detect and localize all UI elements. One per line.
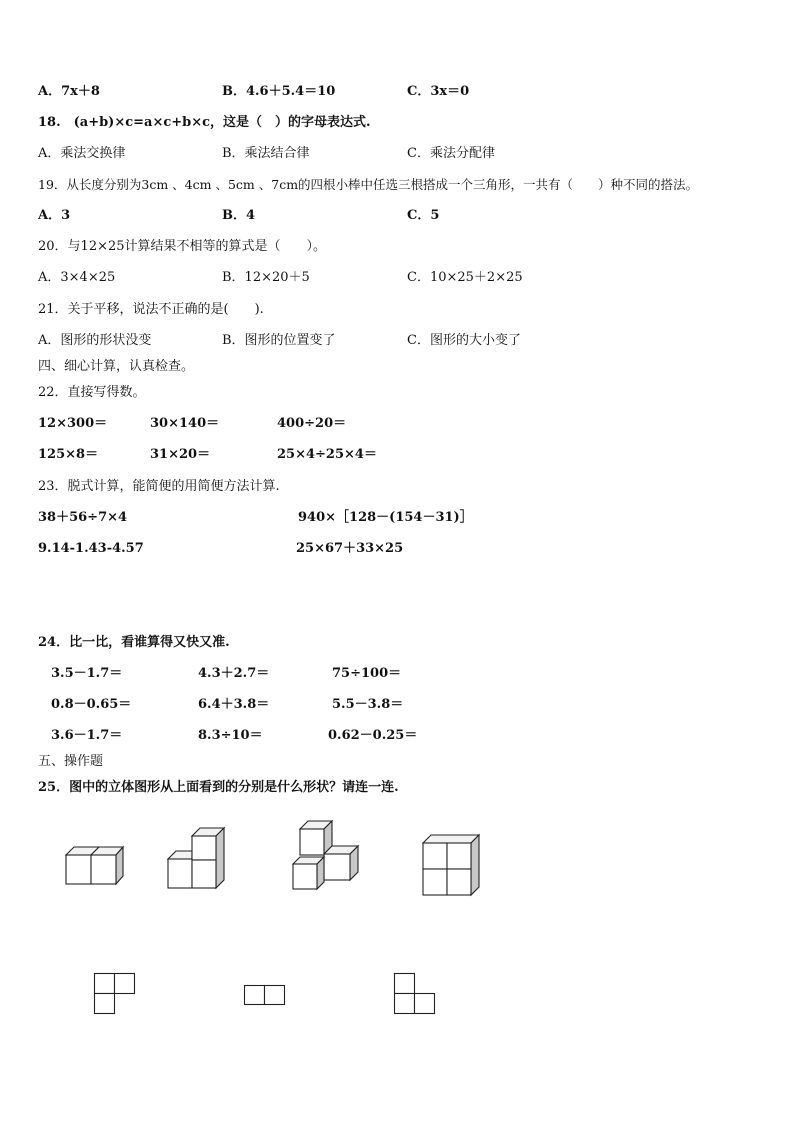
q24-item: 3.6－1.7＝ [51,728,123,743]
q21-option-c: C．图形的大小变了 [407,333,521,348]
solid-figure-1 [60,840,130,890]
solid-figure-2 [162,826,232,892]
q17-option-a: A．7x＋8 [38,84,100,99]
q19-stem: 19．从长度分别为3cm 、4cm 、5cm 、7cm的四根小棒中任选三根搭成一个三角形，一共有（ ）种不同的搭法。 [38,177,699,192]
section-5-heading: 五、操作题 [38,754,104,769]
q24-item: 8.3÷10＝ [198,728,263,743]
q24-item: 0.8－0.65＝ [51,697,132,712]
q20-option-c: C．10×25＋2×25 [407,270,523,285]
solid-figure-4 [418,830,488,900]
q22-item: 31×20＝ [150,447,211,462]
q19-option-a: A．3 [38,208,71,223]
q20-stem: 20．与12×25计算结果不相等的算式是（ ）。 [38,239,327,254]
q19-option-b: B．4 [222,208,256,223]
top-view-1 [93,972,137,1016]
q22-stem: 22．直接写得数。 [38,385,146,400]
q23-item: 940×［128－(154－31)］ [298,510,473,525]
q18-option-c: C．乘法分配律 [407,146,495,161]
q23-stem: 23．脱式计算，能简便的用简便方法计算. [38,479,280,494]
q21-option-a: A．图形的形状没变 [38,333,152,348]
q24-item: 5.5－3.8＝ [332,697,404,712]
q24-item: 4.3＋2.7＝ [198,666,270,681]
q22-item: 12×300＝ [38,416,108,431]
q22-item: 30×140＝ [150,416,220,431]
q25-stem: 25．图中的立体图形从上面看到的分别是什么形状？请连一连. [38,780,399,795]
q17-option-b: B．4.6＋5.4＝10 [222,84,336,99]
q22-item: 125×8＝ [38,447,99,462]
q22-item: 25×4÷25×4＝ [277,447,377,462]
q23-item: 9.14-1.43-4.57 [38,541,144,556]
q20-option-b: B．12×20＋5 [222,270,310,285]
q23-item: 25×67＋33×25 [296,541,404,556]
q23-item: 38＋56÷7×4 [38,510,128,525]
q24-item: 6.4＋3.8＝ [198,697,270,712]
q21-stem: 21．关于平移，说法不正确的是( ). [38,302,264,317]
q24-item: 0.62－0.25＝ [328,728,418,743]
solid-figure-3 [288,818,368,894]
q22-item: 400÷20＝ [277,416,347,431]
q19-option-c: C．5 [407,208,440,223]
top-view-3 [393,972,437,1016]
q18-stem: 18. (a+b)×c=a×c+b×c，这是（ ）的字母表达式. [38,115,371,130]
q17-option-c: C．3x＝0 [407,84,470,99]
q18-option-b: B．乘法结合律 [222,146,310,161]
section-4-heading: 四、细心计算，认真检查。 [38,359,195,374]
q24-item: 75÷100＝ [332,666,402,681]
q21-option-b: B．图形的位置变了 [222,333,336,348]
q24-stem: 24．比一比，看谁算得又快又准. [38,635,230,650]
q24-item: 3.5－1.7＝ [51,666,123,681]
top-view-2 [243,984,287,1006]
q18-option-a: A．乘法交换律 [38,146,126,161]
q20-option-a: A．3×4×25 [38,270,116,285]
